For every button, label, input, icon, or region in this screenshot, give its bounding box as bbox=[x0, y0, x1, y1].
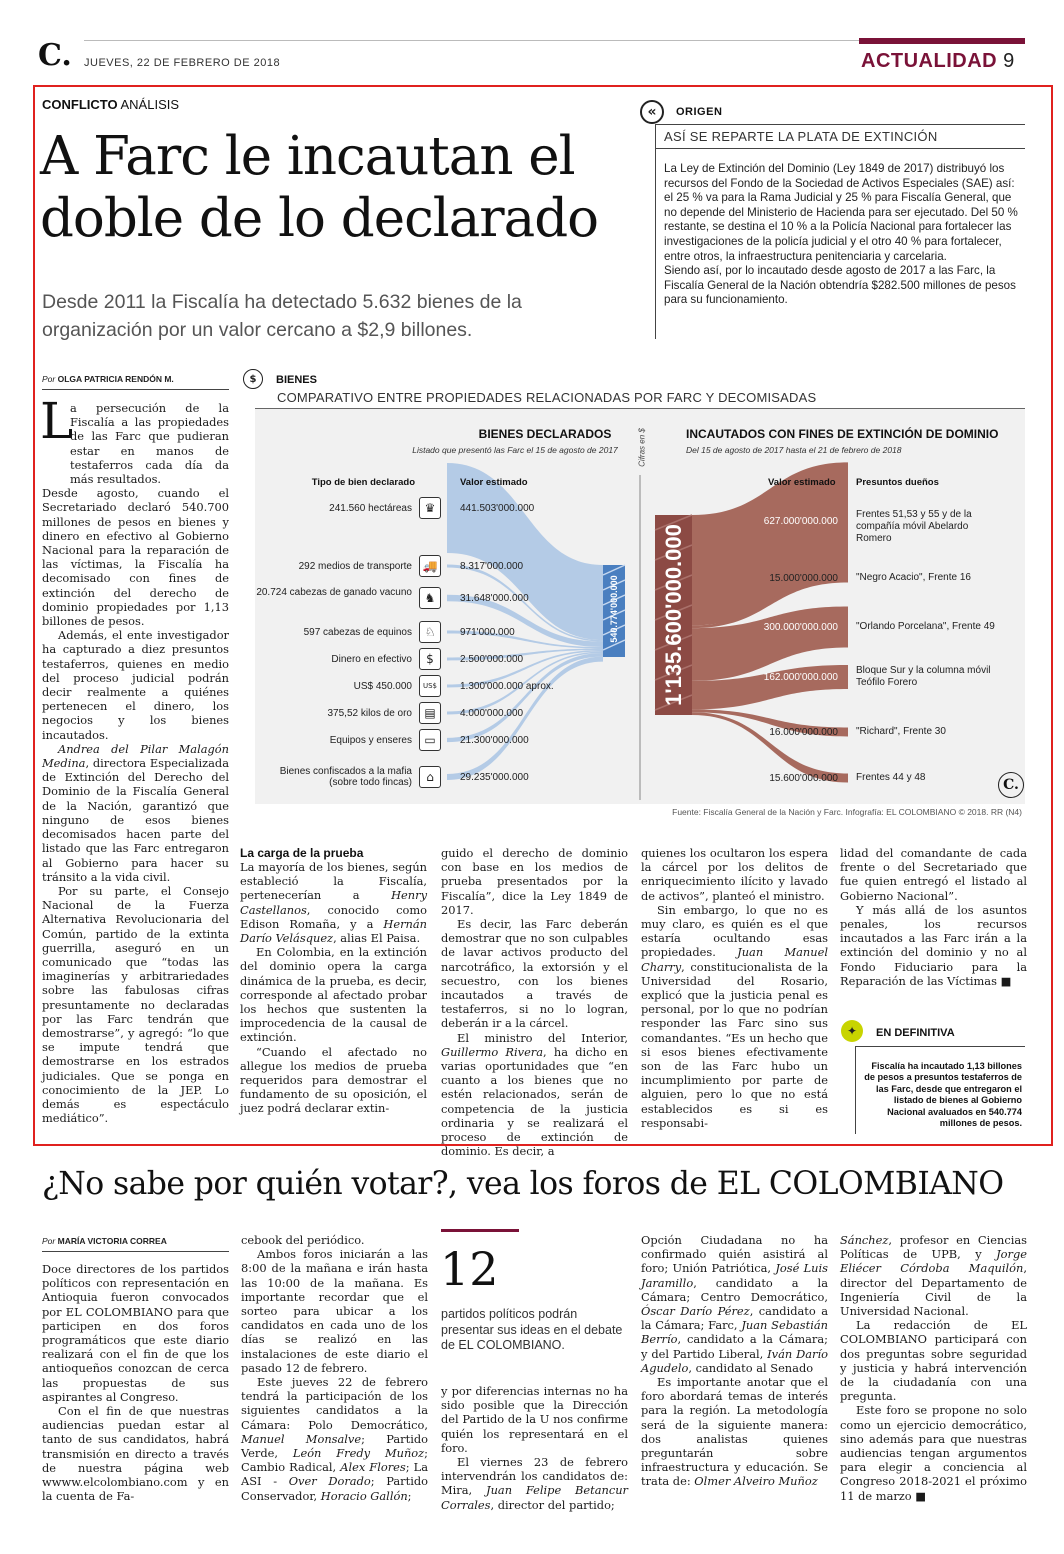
origen-icon: « bbox=[640, 100, 664, 124]
en-definitiva-vrule bbox=[855, 1046, 856, 1134]
seized-value: 15.000'000.000 bbox=[769, 573, 838, 584]
gold-icon: ▤ bbox=[419, 702, 441, 724]
headline-line-2: doble de lo declarado bbox=[40, 188, 599, 249]
article-col-5: lidad del comandante de cada frente o del Secretariado que fue quien entregó el listado al Gobierno Nacional”. Y más allá de los asuntos penales, los recursos incautados a las Farc irán a la extinción del dominio y no al Fondo Fiduciario para la Reparación de las Víctimas ■ bbox=[840, 846, 1027, 988]
declared-value: 2.500'000.000 bbox=[460, 654, 524, 665]
byline: Por OLGA PATRICIA RENDÓN M. bbox=[42, 374, 174, 384]
seized-value: 300.000'000.000 bbox=[763, 622, 838, 633]
right-subtitle: Del 15 de agosto de 2017 hasta el 21 de febrero de 2018 bbox=[686, 445, 902, 455]
left-subtitle: Listado que presentó las Farc el 15 de agosto de 2017 bbox=[412, 445, 618, 455]
second-col-2: cebook del periódico. Ambos foros iniciarán a las 8:00 de la mañana e irán hasta las 10:00 de la mañana. Es importante recordar que el sorteo para ubicar a los candidatos en cada uno de los días se realizó en las instalaciones de este diario el pasado 12 de febrero. Este jueves 22 de febrero tendrá la participación de los siguientes candidatos a la Cámara: Polo Democrático, Manuel Monsalve; Partido Verde, León Fredy Muñoz; Cambio Radical, Alex Flores; La ASI - Over Dorado; Partido Conservador, Horacio Gallón; bbox=[241, 1233, 428, 1503]
seized-owner: Frentes 51,53 y 55 y de la compañía móvil Abelardo Romero bbox=[856, 509, 972, 544]
seized-owner: "Richard", Frente 30 bbox=[856, 726, 946, 737]
declared-type: Dinero en efectivo bbox=[331, 654, 412, 665]
second-col-5: Sánchez, profesor en Ciencias Políticas de UPB, y Jorge Eliécer Córdoba Maquilón, director del Departamento de Ingeniería Civil de la Universidad Nacional. La redacción de EL COLOMBIANO participará con dos preguntas sobre seguridad y justicia y habrá intervención de la ciudadanía con una pregunta. Este foro se propone no solo como un ejercicio democrático, sino además para que nuestras audiencias tengan argumentos para elegir a conciencia al Congreso 2018-2021 el próximo 11 de marzo ■ bbox=[840, 1233, 1027, 1503]
infographic-logo: C. bbox=[998, 772, 1024, 798]
headline-line-1: A Farc le incautan el bbox=[40, 126, 575, 187]
infographic-source: Fuente: Fiscalía General de la Nación y Farc. Infografía: EL COLOMBIANO © 2018. RR (N4) bbox=[672, 807, 1022, 817]
equipment-icon: ▭ bbox=[419, 729, 441, 751]
col-type-header: Tipo de bien declarado bbox=[311, 477, 415, 488]
declared-value: 29.235'000.000 bbox=[460, 772, 529, 783]
declared-type: 20.724 cabezas de ganado vacuno bbox=[256, 587, 412, 598]
subhead: La carga de la prueba bbox=[240, 846, 364, 860]
section-label: ACTUALIDAD 9 bbox=[861, 50, 1015, 72]
stat-rule bbox=[441, 1229, 519, 1232]
declared-value: 21.300'000.000 bbox=[460, 735, 529, 746]
seized-owner: Frentes 44 y 48 bbox=[856, 772, 926, 783]
second-headline: ¿No sabe por quién votar?, vea los foros de EL COLOMBIANO bbox=[42, 1166, 1004, 1202]
seized-owner: Bloque Sur y la columna móvil Teófilo Forero bbox=[856, 665, 991, 688]
cow-icon: ♞ bbox=[419, 587, 441, 609]
right-title: INCAUTADOS CON FINES DE EXTINCIÓN DE DOMINIO bbox=[686, 427, 999, 441]
second-byline-rule bbox=[42, 1251, 229, 1252]
seized-value: 15.600'000.000 bbox=[769, 773, 838, 784]
declared-type: Equipos y enseres bbox=[329, 735, 412, 746]
declared-value: 8.317'000.000 bbox=[460, 561, 524, 572]
declared-flow bbox=[447, 653, 603, 742]
stat-text: partidos políticos podrán presentar sus ideas en el debate de EL COLOMBIANO. bbox=[441, 1307, 623, 1352]
origen-title: ASÍ SE REPARTE LA PLATA DE EXTINCIÓN bbox=[664, 129, 938, 144]
declared-value: 31.648'000.000 bbox=[460, 593, 529, 604]
declared-type: 597 cabezas de equinos bbox=[303, 627, 412, 638]
col-value-header: Valor estimado bbox=[460, 477, 528, 488]
article-col-2: La mayoría de los bienes, según estableció la Fiscalía, pertenecerían a Henry Castellanos, conocido como Edison Romaña, y a Hernán Darío Velásquez, alias El Paisa. En Colombia, en la extinción del dominio opera la carga dinámica de la prueba, es decir, corresponde al afectado probar los hechos que sustenten la improcedencia de la causal de extinción. “Cuando el afectado no allegue los medios de prueba requeridos para demostrar el fundamento de su oposición, el juez podrá declarar extin- bbox=[240, 860, 427, 1116]
origen-text: La Ley de Extinción del Dominio (Ley 1849 de 2017) distribuyó los recursos del Fondo de la Sociedad de Activos Especiales (SAE) así: el 25 % va para la Rama Judicial y 25 % para Fiscalía General, que no depende del Ministerio de Hacienda para ser ejecutado. Del 50 % restante, se destina el 10 % a la Policía Nacional para fortalecer las investigaciones de la policía judicial y el otro 40 % para fortalecer, entre otros, la infraestructura penitenciaria y carcelaria. Siendo así, por lo incautado desde agosto de 2017 a las Farc, la Fiscalía General de la Nación obtendría $282.500 millones de pesos para su funcionamiento. bbox=[664, 162, 1018, 307]
declared-total-text: 540.774'000.000 bbox=[609, 575, 619, 643]
declared-flow bbox=[447, 463, 603, 640]
article-col-1: a persecución de la Fiscalía a las propiedades de las Farc que pudieran estar en manos de testaferros cada día da más resultados. Desde agosto, cuando el Secretariado declaró 540.700 millones de pesos en bienes y dinero en efectivo al Gobierno Nacional para la reparación de las víctimas, la Fiscalía ha decomisado con fines de extinción del derecho de dominio propiedades por 1,13 billones de pesos. Además, el ente investigador ha capturado a diez presuntos testaferros, quienes en medio del proceso judicial podrán decir realmente a quiénes pertenecen el dinero, los negocios y los bienes incautados. Andrea del Pilar Malagón Medina, directora Especializada de Extinción del Derecho del Dominio de la Fiscalía General de la Nación, garantizó que ninguno de esos bienes decomisados hacen parte del listado que las Farc entregaron al Gobierno para hacer su tránsito a la vida civil. Por su parte, el Consejo Nacional de la Fuerza Alternativa Revolucionaria del Común, partido de la extinta guerrilla, aseguró en un comunicado que “todas las imaginerías y arbitrariedades sobre las fabulosas cifras presuntamente no declaradas por las Farc tendrán que demostrarse”, y agregó: “lo que se impute tendrá que demostrarse en los estrados judiciales. Que se ponga en conocimiento de la JEP. Lo demás es espectáculo mediático”. bbox=[42, 401, 229, 1126]
origen-label: ORIGEN bbox=[676, 106, 723, 118]
en-definitiva-label: EN DEFINITIVA bbox=[876, 1027, 955, 1039]
seized-owner: "Orlando Porcelana", Frente 49 bbox=[856, 621, 995, 632]
truck-icon: 🚚 bbox=[419, 555, 441, 577]
infographic-label: BIENES bbox=[276, 374, 317, 386]
en-definitiva-text: Fiscalía ha incautado 1,13 billones de pesos a presuntos testaferros de las Farc, desde que entregaron el listado de bienes al Gobierno Nacional avaluados en 540.774 millones de pesos. bbox=[864, 1061, 1022, 1129]
article-col-3: guido el derecho de dominio con base en los medios de prueba presentados por la Fiscalía”, dice la Ley 1849 de 2017. Es decir, las Farc deberán demostrar que no son culpables de lavar activos producto del narcotráfico, la extorsión y el secuestro, con los bienes incautados a través de testaferros, si no lo logran, deberán ir a la cárcel. El ministro del Interior, Guillermo Rivera, ha dicho en varias oportunidades que “en cuanto a los bienes que no estén relacionados, serán de competencia de la justicia ordinaria y se realizará el proceso de extinción de dominio. Es decir, a bbox=[441, 846, 628, 1159]
seized-total-text: 1'135.600'000.000 bbox=[661, 524, 686, 706]
declared-value: 4.000'000.000 bbox=[460, 708, 524, 719]
kicker: CONFLICTO ANÁLISIS bbox=[42, 97, 180, 112]
infographic-title: COMPARATIVO ENTRE PROPIEDADES RELACIONADAS POR FARC Y DECOMISADAS bbox=[277, 390, 817, 405]
seized-value: 16.000'000.000 bbox=[769, 727, 838, 738]
declared-value: 971'000.000 bbox=[460, 627, 515, 638]
declared-type: US$ 450.000 bbox=[353, 681, 412, 692]
usd-icon: US$ bbox=[419, 675, 441, 697]
seized-value: 627.000'000.000 bbox=[763, 516, 838, 527]
left-title: BIENES DECLARADOS bbox=[478, 427, 612, 441]
masthead-date: JUEVES, 22 DE FEBRERO DE 2018 bbox=[84, 57, 281, 69]
second-col-1: Doce directores de los partidos políticos con representación en Antioquia fueron convocados por EL COLOMBIANO para que participen en dos foros programáticos que este diario realizará con el fin de que los antioqueños conozcan de cerca las propuestas de sus aspirantes al Congreso. Con el fin de que nuestras audiencias puedan estar al tanto de sus candidatos, habrá transmisión en directo a través de nuestra página web wwww.elcolombiano.com y en la cuenta de Fa- bbox=[42, 1262, 229, 1504]
seized-owner: "Negro Acacio", Frente 16 bbox=[856, 572, 971, 583]
second-col-4: Opción Ciudadana no ha confirmado quién asistirá al foro; Unión Patriótica, José Luis Jaramillo, candidato a la Cámara; Centro Democrático, Óscar Darío Pérez, candidato a la Cámara; Farc, Juan Sebastián Berrío, candidato a la Cámara; y del Partido Liberal, Iván Darío Agudelo, candidato al Senado Es importante anotar que el foro abordará temas de interés para la región. La metodología será de la siguiente manera: dos analistas quienes preguntarán sobre infraestructura y educación. Se trata de: Olmer Alveiro Muñoz bbox=[641, 1233, 828, 1489]
bienes-icon: $ bbox=[243, 369, 263, 389]
cifras-label: Cifras en $ bbox=[637, 428, 647, 467]
declared-type: Bienes confiscados a la mafia (sobre todo fincas) bbox=[279, 766, 412, 788]
seized-value: 162.000'000.000 bbox=[763, 672, 838, 683]
deck: Desde 2011 la Fiscalía ha detectado 5.632 bienes de la organización por un valor cercano a $2,9 billones. bbox=[42, 291, 522, 341]
horse-icon: ♘ bbox=[419, 621, 441, 643]
masthead-logo: C. bbox=[38, 38, 72, 73]
declared-type: 292 medios de transporte bbox=[298, 561, 412, 572]
declared-type: 375,52 kilos de oro bbox=[327, 708, 412, 719]
second-col-3: y por diferencias internas no ha sido posible que la Dirección del Partido de la U nos confirme quién los representará en el foro. El viernes 23 de febrero intervendrán los candidatos de: Mira, Juan Felipe Betancur Corrales, director del partido; bbox=[441, 1384, 628, 1512]
en-definitiva-rule bbox=[855, 1046, 1025, 1047]
col-owner-header: Presuntos dueños bbox=[856, 477, 939, 488]
house-icon: ⌂ bbox=[419, 766, 441, 788]
declared-value: 441.503'000.000 bbox=[460, 503, 535, 514]
stat-number: 12 bbox=[440, 1242, 499, 1296]
land-icon: ♛ bbox=[419, 497, 441, 519]
dropcap: L bbox=[40, 392, 74, 450]
en-definitiva-icon: ✦ bbox=[841, 1020, 863, 1042]
col-value2-header: Valor estimado bbox=[768, 477, 836, 488]
second-byline: Por MARÍA VICTORIA CORREA bbox=[42, 1236, 167, 1246]
page-number: 9 bbox=[1003, 50, 1015, 72]
money-bag-icon: $ bbox=[419, 648, 441, 670]
article-col-4: quienes los ocultaron los espera la cárcel por los delitos de enriquecimiento ilícito y lavado de activos”, planteó el ministro. Sin embargo, lo que no es muy claro, es quién es el que estaría ocultando esas propiedades. Juan Manuel Charry, constitucionalista de la Universidad del Rosario, explicó que la justicia penal es personal, por lo que no podrían responder las Farc sino sus comandantes. “Es un hecho que si esos bienes efectivamente son de las Farc hubo un incumplimiento por parte de alguien, pero lo que no está establecidos es si es responsabi- bbox=[641, 846, 828, 1130]
declared-value: 1.300'000.000 aprox. bbox=[460, 681, 554, 692]
declared-type: 241.560 hectáreas bbox=[329, 503, 412, 514]
